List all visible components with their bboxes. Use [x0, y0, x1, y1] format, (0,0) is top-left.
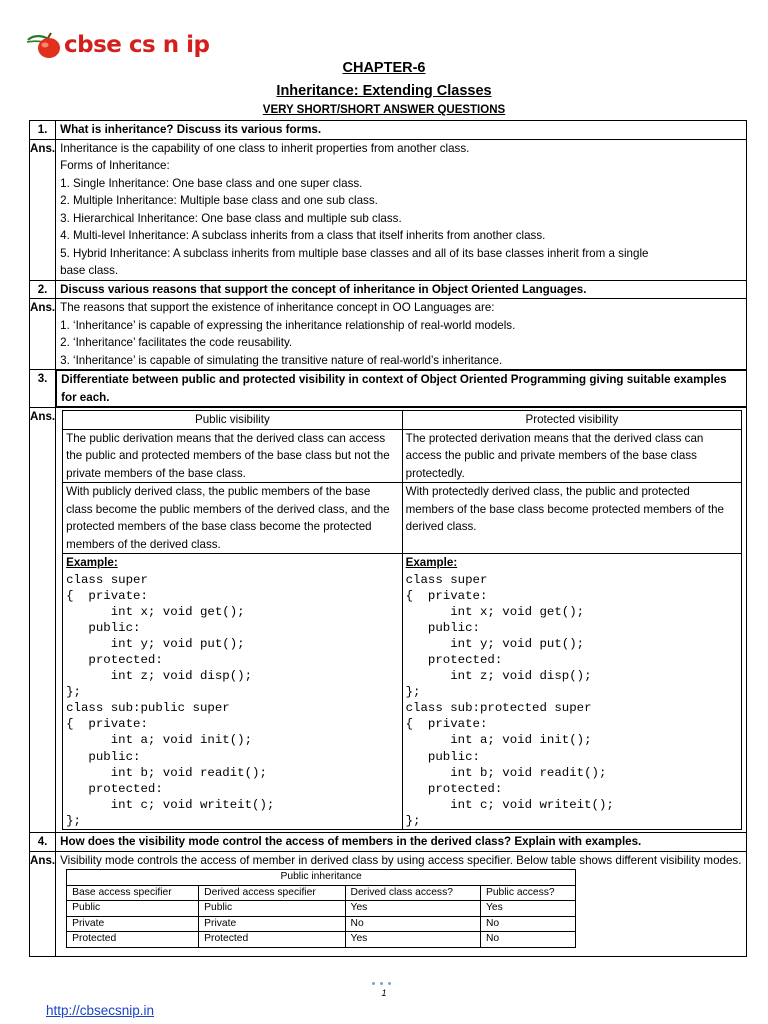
chapter-title: Inheritance: Extending Classes [276, 83, 492, 99]
table-cell: Protected [67, 932, 199, 948]
question-text: Differentiate between public and protected visibility in context of Object Oriented Programming giving suitable examples for each. [56, 370, 747, 407]
answer-body [56, 299, 747, 370]
answer-line: Inheritance is the capability of one class to inherit properties from another class. [60, 141, 470, 155]
answer-label: Ans. [30, 139, 56, 280]
answer-body [56, 408, 747, 833]
table-cell: No [480, 916, 575, 932]
page-dots-decoration [372, 982, 391, 985]
answer-row-2 [30, 299, 747, 370]
site-logo [24, 28, 209, 62]
answer-line: The reasons that support the existence of inheritance concept in OO Languages are: [60, 301, 495, 314]
question-row-2 [30, 280, 747, 299]
answer-row-1 [30, 139, 747, 280]
chapter-heading: CHAPTER-6 [342, 60, 426, 76]
qa-table [29, 120, 747, 957]
answer-text: Visibility mode controls the access of member in derived class by using access specifier. Below table shows different visibility modes. [60, 853, 742, 867]
column-header-protected: Protected visibility [402, 411, 742, 430]
table-cell: Public [199, 901, 345, 917]
answer-body [56, 139, 747, 280]
table-cell: Private [67, 916, 199, 932]
example-label: Example: [66, 556, 118, 569]
table-caption: Public inheritance [67, 870, 576, 886]
table-row [67, 932, 576, 948]
table-cell: Yes [480, 901, 575, 917]
question-number: 1. [30, 121, 56, 140]
answer-line: 3. Hierarchical Inheritance: One base class and multiple sub class. [60, 211, 402, 225]
example-cell-protected [402, 554, 742, 830]
answer-body [56, 851, 747, 956]
answer-line: 1. Single Inheritance: One base class and one super class. [60, 176, 363, 190]
section-heading: VERY SHORT/SHORT ANSWER QUESTIONS [262, 104, 506, 116]
table-cell: No [480, 932, 575, 948]
table-cell: Private [199, 916, 345, 932]
example-label: Example: [405, 556, 458, 569]
question-number: 2. [30, 280, 56, 299]
table-cell: Public [67, 901, 199, 917]
answer-label: Ans. [30, 299, 56, 370]
question-number: 4. [30, 833, 56, 852]
column-header: Public access? [480, 885, 575, 901]
table-cell: Protected [199, 932, 345, 948]
table-cell: No [345, 916, 480, 932]
question-text: How does the visibility mode control the access of members in the derived class? Explain with examples. [56, 833, 747, 852]
apple-icon [24, 30, 62, 60]
table-cell: The public derivation means that the derived class can access the public and protected members of the base class but not the private members of the base class. [63, 429, 403, 483]
question-row-4 [30, 833, 747, 852]
question-text: Discuss various reasons that support the concept of inheritance in Object Oriented Languages. [56, 280, 747, 299]
table-cell: Yes [345, 901, 480, 917]
answer-line: 2. ‘Inheritance’ facilitates the code reusability. [60, 336, 293, 349]
answer-label: Ans. [30, 408, 56, 833]
answer-line: 3. ‘Inheritance’ is capable of simulating the transitive nature of real-world’s inheritance. [60, 353, 503, 367]
answer-row-4 [30, 851, 747, 956]
answer-line: 4. Multi-level Inheritance: A subclass inherits from a class that itself inherits from another class. [60, 229, 546, 242]
answer-line: 2. Multiple Inheritance: Multiple base class and one sub class. [60, 194, 378, 207]
column-header: Base access specifier [67, 885, 199, 901]
table-cell: Yes [345, 932, 480, 948]
column-header-public: Public visibility [63, 411, 403, 430]
table-cell: With publicly derived class, the public members of the base class become the public members of the derived class, and the protected members of the base class become the protected members of the derived class. [63, 483, 403, 554]
answer-line: base class. [60, 264, 119, 277]
code-block-protected: class super { private: int x; void get(); public: int y; void put(); protected: int z; void disp(); }; class sub:protected super { private: int a; void init(); public: int b; void readit(); protected: int c; void writeit(); }; [405, 572, 614, 828]
question-number: 3. [30, 370, 56, 408]
table-cell: The protected derivation means that the derived class can access the public and private members of the base class protectedly. [402, 429, 742, 483]
column-header: Derived class access? [345, 885, 480, 901]
table-row [67, 901, 576, 917]
logo-text: cbse cs n ip [64, 32, 210, 58]
question-text: What is inheritance? Discuss its various forms. [56, 121, 747, 140]
answer-label: Ans. [30, 851, 56, 956]
column-header: Derived access specifier [199, 885, 345, 901]
table-row [67, 916, 576, 932]
answer-line: 1. ‘Inheritance’ is capable of expressing the inheritance relationship of real-world models. [60, 318, 516, 332]
code-block-public: class super { private: int x; void get(); public: int y; void put(); protected: int z; void disp(); }; class sub:public super { private: int a; void init(); public: int b; void readit(); protected: int c; void writeit(); }; [66, 572, 275, 828]
table-cell: With protectedly derived class, the public and protected members of the base class become protected members of the derived class. [402, 483, 742, 554]
question-row-1 [30, 121, 747, 140]
example-cell-public [63, 554, 403, 830]
answer-line: Forms of Inheritance: [60, 159, 170, 172]
comparison-table [62, 410, 742, 830]
visibility-table [66, 869, 576, 948]
page-number: 1 [381, 988, 387, 998]
footer-link[interactable]: http://cbsecsnip.in [46, 1003, 155, 1018]
answer-row-3 [30, 408, 747, 833]
answer-line: 5. Hybrid Inheritance: A subclass inherits from multiple base classes and all of its base classes inherit from a single [60, 246, 649, 260]
question-row-3 [30, 370, 747, 408]
